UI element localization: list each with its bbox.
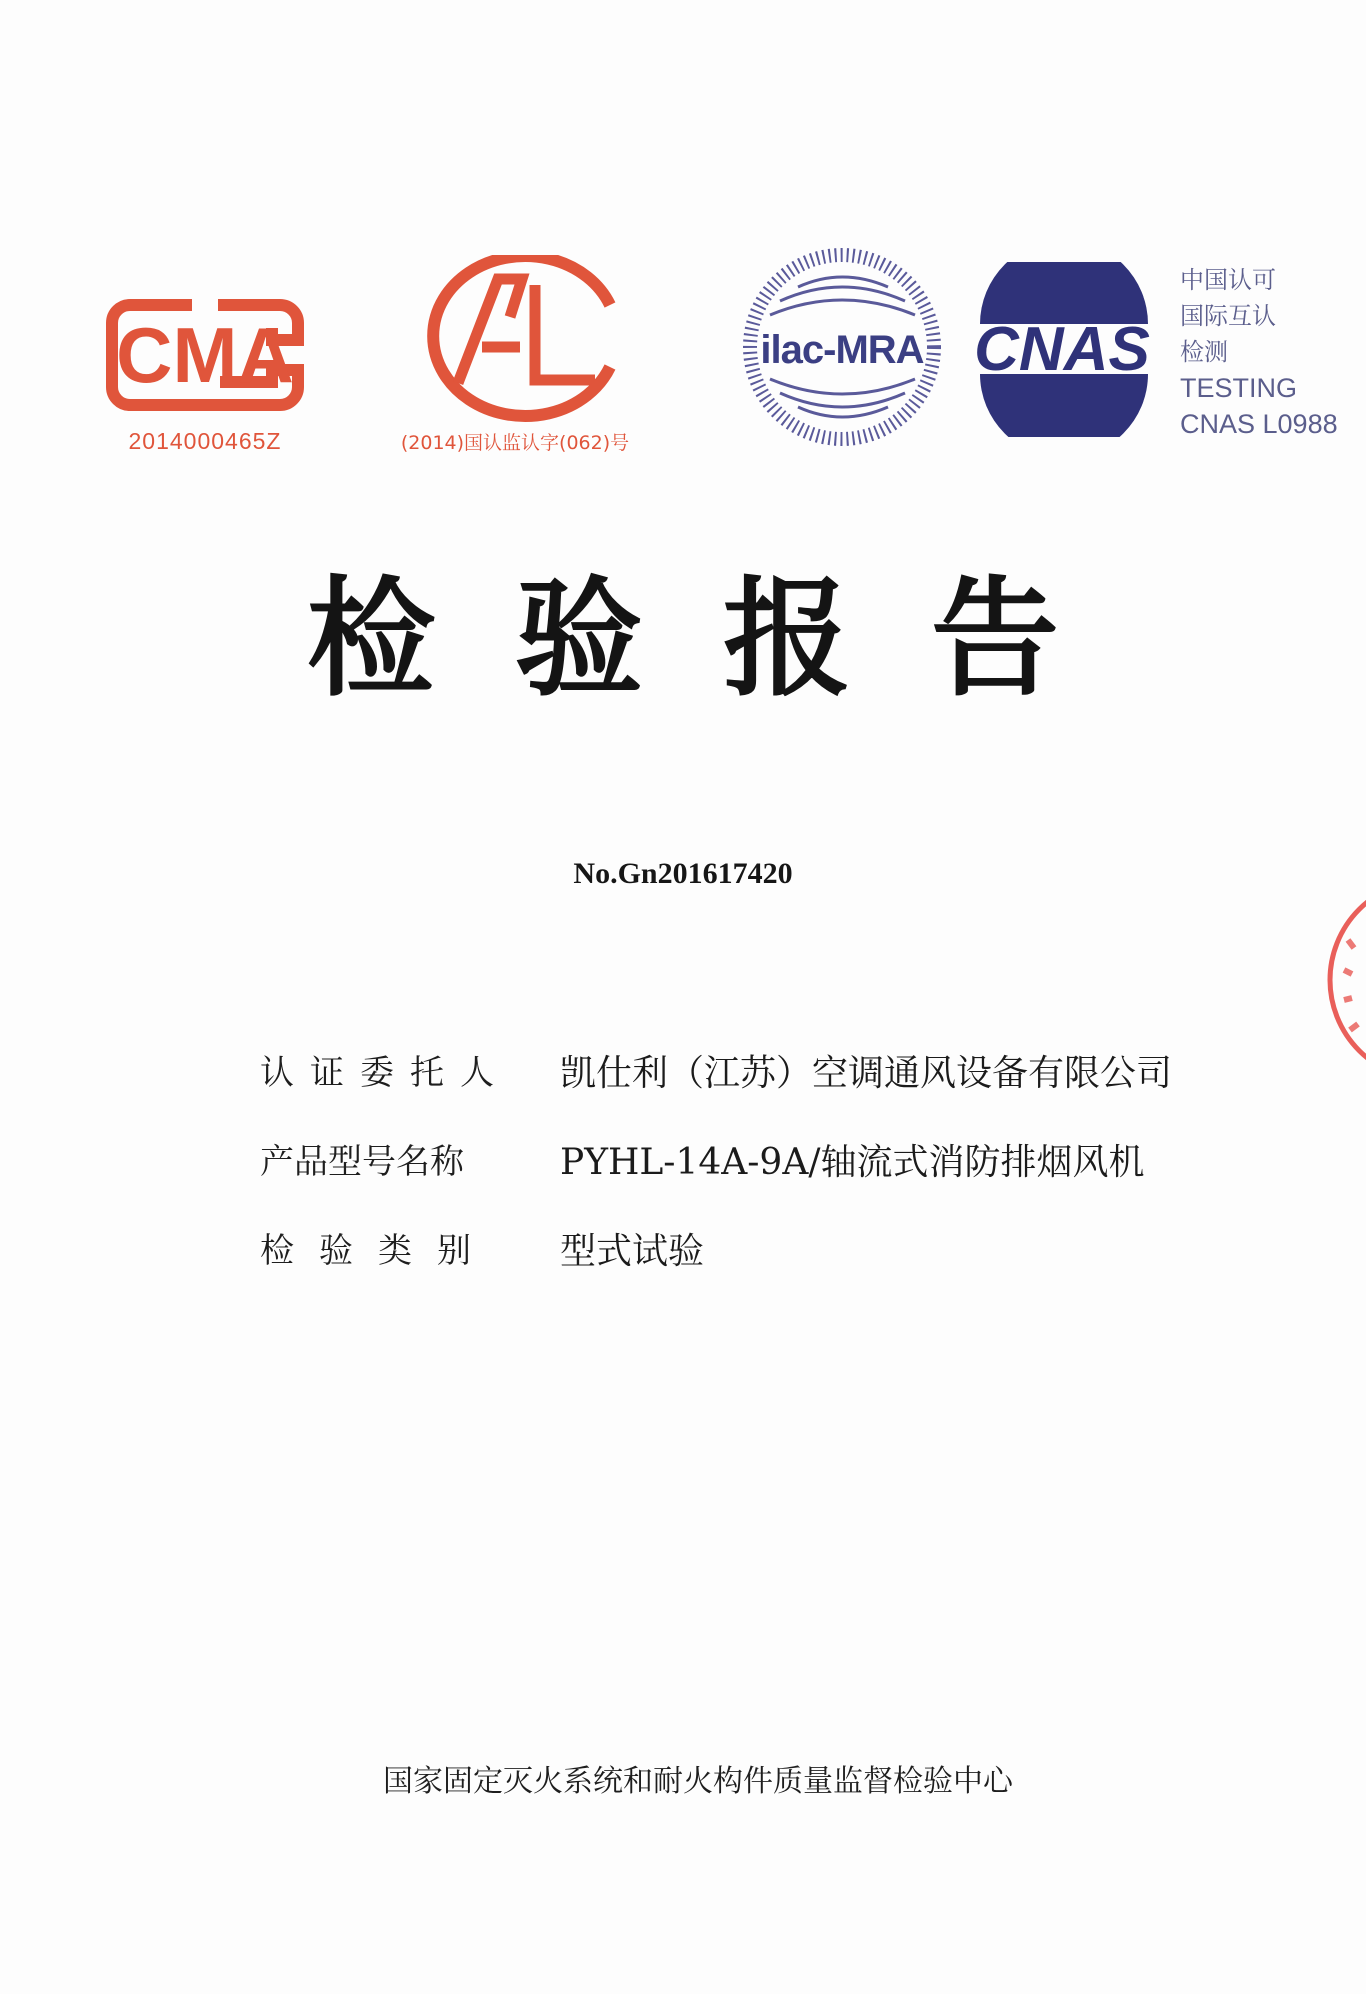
partial-seal-stamp [1320, 870, 1366, 1090]
product-row [260, 1134, 1260, 1223]
product-label: 产品型号名称 [260, 1142, 464, 1182]
cnas-line-2: 国际互认 [1180, 302, 1276, 330]
client-label: 认证委托人 [260, 1053, 510, 1093]
cma-logo [100, 290, 310, 454]
cnas-logo-text: CNAS [974, 315, 1150, 384]
client-row [260, 1045, 1260, 1134]
report-number: No.Gn201617420 [573, 857, 793, 890]
client-value: 凯仕利（江苏）空调通风设备有限公司 [560, 1053, 1173, 1094]
cal-logo-text: CAL [514, 415, 516, 416]
ilac-logo-text: ilac-MRA [760, 328, 924, 372]
product-value: PYHL-14A-9A/轴流式消防排烟风机 [560, 1142, 1145, 1183]
cma-code: 2014000465Z [128, 428, 282, 454]
report-title: 检验报告 [306, 565, 1139, 714]
report-info [260, 1045, 1260, 1312]
cnas-line-5: CNAS L0988 [1180, 409, 1338, 439]
category-row [260, 1223, 1260, 1312]
cal-mark [370, 255, 660, 425]
seal-mark [1320, 870, 1366, 1090]
cma-logo-text: CMA [116, 311, 294, 399]
cnas-accreditation-text [1180, 262, 1360, 442]
category-label: 检验类别 [260, 1231, 496, 1271]
cal-code: (2014)国认监认字(062)号 [400, 432, 630, 454]
cal-logo [370, 255, 660, 455]
cnas-line-3: 检测 [1180, 338, 1228, 366]
ilac-mra-logo [740, 245, 945, 450]
issuing-organization: 国家固定灭火系统和耐火构件质量监督检验中心 [383, 1764, 1013, 1799]
cnas-mark [950, 262, 1175, 437]
cma-mark [100, 290, 310, 420]
cnas-line-4: TESTING [1180, 373, 1298, 403]
ilac-mra-mark [740, 245, 945, 450]
cnas-logo [950, 262, 1175, 437]
cnas-line-1: 中国认可 [1180, 266, 1276, 294]
category-value: 型式试验 [560, 1231, 705, 1272]
